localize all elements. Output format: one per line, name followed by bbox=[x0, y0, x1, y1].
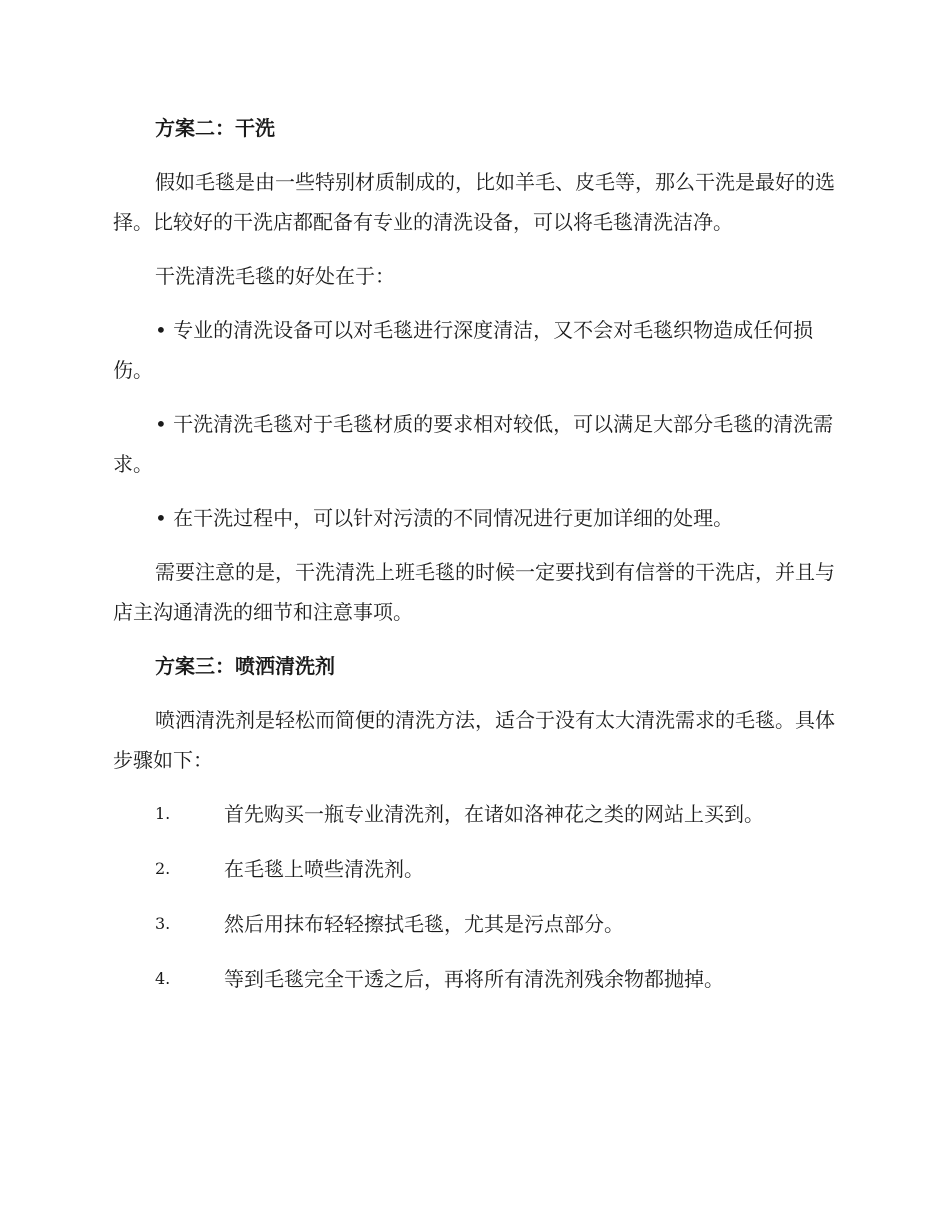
benefit-bullet-1: • 专业的清洗设备可以对毛毯进行深度清洁，又不会对毛毯织物造成任何损伤。 bbox=[113, 318, 814, 382]
step-item-2 bbox=[113, 849, 838, 889]
dry-clean-note-paragraph: 需要注意的是，干洗清洗上班毛毯的时候一定要找到有信誉的干洗店，并且与店主沟通清洗的细节和注意事项。 bbox=[113, 560, 835, 624]
step-text: 首先购买一瓶专业清洗剂，在诸如洛神花之类的网站上买到。 bbox=[224, 802, 764, 826]
benefit-bullet-2: • 干洗清洗毛毯对于毛毯材质的要求相对较低，可以满足大部分毛毯的清洗需求。 bbox=[113, 412, 834, 476]
step-item-4 bbox=[113, 959, 838, 999]
step-text: 然后用抹布轻轻擦拭毛毯，尤其是污点部分。 bbox=[224, 912, 624, 936]
document-body bbox=[113, 108, 838, 1014]
spray-steps-list bbox=[113, 794, 838, 999]
section-heading-spray-cleaner: 方案三：喷洒清洗剂 bbox=[155, 654, 335, 678]
step-item-1 bbox=[113, 794, 838, 834]
benefit-bullet-3: • 在干洗过程中，可以针对污渍的不同情况进行更加详细的处理。 bbox=[155, 506, 734, 530]
step-text: 在毛毯上喷些清洗剂。 bbox=[224, 857, 424, 881]
step-number: 3. bbox=[155, 914, 171, 933]
step-item-3 bbox=[113, 904, 838, 944]
step-text: 等到毛毯完全干透之后，再将所有清洗剂残余物都抛掉。 bbox=[224, 967, 724, 991]
step-number: 1. bbox=[155, 804, 171, 823]
step-number: 4. bbox=[155, 969, 171, 988]
step-number: 2. bbox=[155, 859, 171, 878]
dry-clean-intro-paragraph: 假如毛毯是由一些特别材质制成的，比如羊毛、皮毛等，那么干洗是最好的选择。比较好的干洗店都配备有专业的清洗设备，可以将毛毯清洗洁净。 bbox=[113, 170, 835, 234]
dry-clean-benefits-title: 干洗清洗毛毯的好处在于： bbox=[155, 264, 395, 288]
spray-intro-paragraph: 喷洒清洗剂是轻松而简便的清洗方法，适合于没有太大清洗需求的毛毯。具体步骤如下： bbox=[113, 708, 835, 772]
section-heading-dry-clean: 方案二：干洗 bbox=[155, 116, 275, 140]
